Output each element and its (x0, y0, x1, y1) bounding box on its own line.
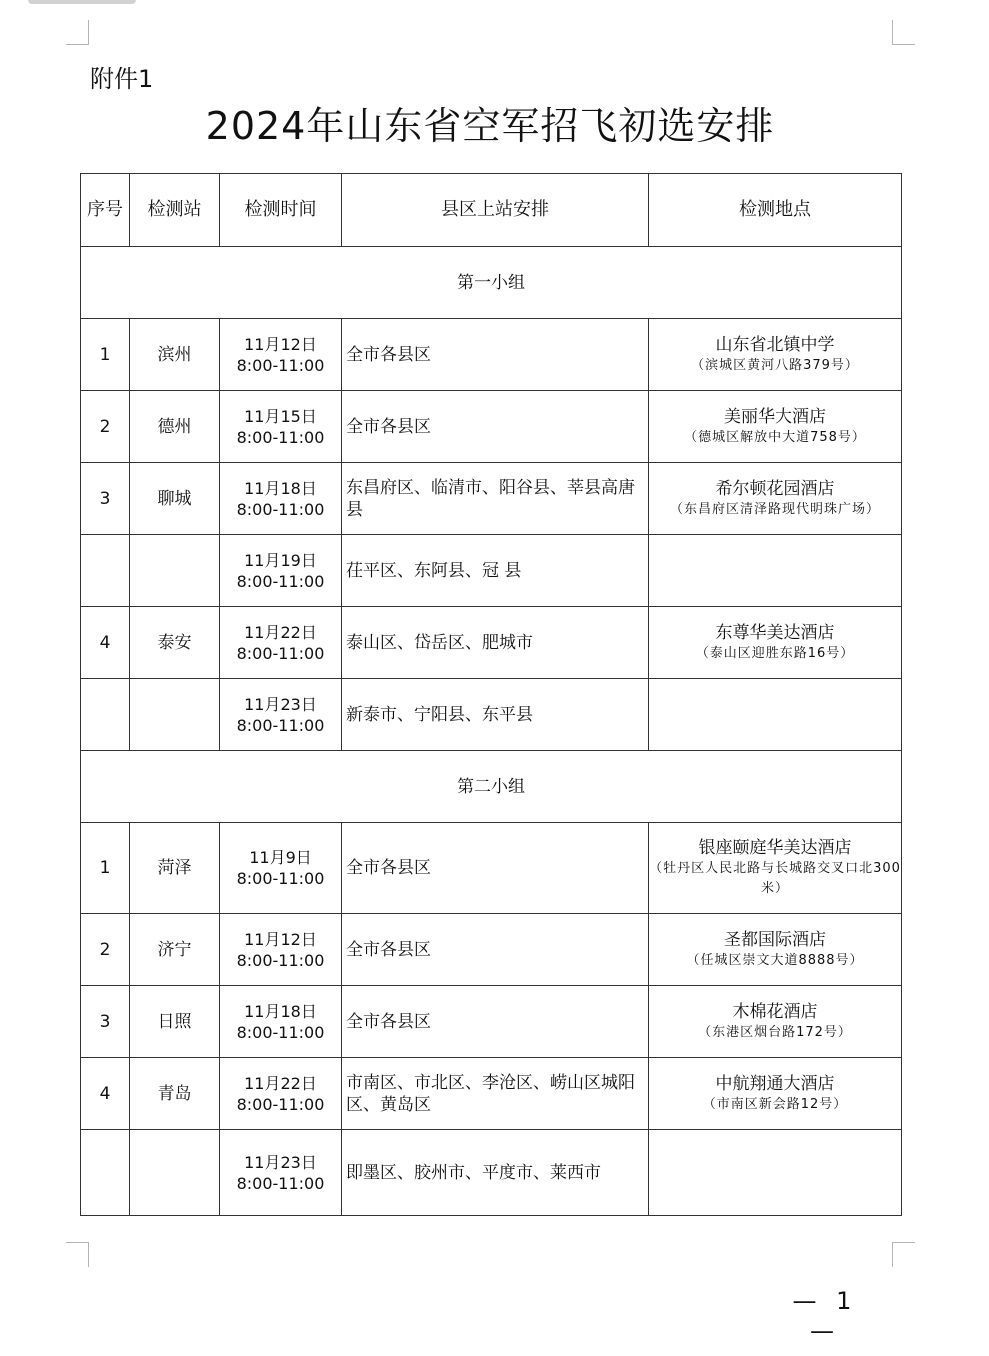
table-row (81, 986, 902, 1058)
exam-hours: 8:00-11:00 (236, 869, 325, 888)
row-number (81, 1130, 130, 1216)
column-header-station: 检测站 (130, 174, 220, 247)
location-cell (649, 391, 902, 463)
county-arrangement: 全市各县区 (342, 914, 649, 986)
location-address: （市南区新会路12号） (702, 1096, 848, 1112)
station-name: 青岛 (130, 1058, 220, 1130)
time-cell (220, 463, 342, 535)
exam-date: 11月23日 (244, 1152, 317, 1172)
table-row (81, 1130, 902, 1216)
time-cell (220, 914, 342, 986)
table-row (81, 823, 902, 914)
county-arrangement: 市南区、市北区、李沧区、崂山区城阳区、黄岛区 (342, 1058, 649, 1130)
exam-date: 11月23日 (244, 694, 317, 714)
county-arrangement: 全市各县区 (342, 823, 649, 914)
location-cell (649, 1058, 902, 1130)
crop-mark-top-right (892, 20, 915, 45)
table-row (81, 679, 902, 751)
group-row (81, 247, 902, 319)
time-cell (220, 986, 342, 1058)
station-name (130, 679, 220, 751)
location-cell (649, 535, 902, 607)
row-number: 3 (81, 986, 130, 1058)
column-header-time: 检测时间 (220, 174, 342, 247)
exam-hours: 8:00-11:00 (236, 355, 325, 375)
location-address: （牡丹区人民北路与长城路交叉口北300米） (649, 861, 901, 896)
location-name: 银座颐庭华美达酒店 (698, 838, 852, 858)
exam-date: 11月9日 (249, 848, 312, 867)
exam-date: 11月18日 (244, 1001, 317, 1021)
location-cell (649, 319, 902, 391)
column-header-location: 检测地点 (649, 174, 902, 247)
location-name: 希尔顿花园酒店 (715, 478, 835, 499)
row-number: 1 (81, 319, 130, 391)
exam-date: 11月12日 (244, 334, 317, 354)
crop-mark-bottom-right (892, 1242, 915, 1267)
county-arrangement: 茌平区、东阿县、冠 县 (342, 535, 649, 607)
row-number: 2 (81, 914, 130, 986)
location-name: 圣都国际酒店 (724, 929, 826, 950)
crop-mark-bottom-left (66, 1242, 89, 1267)
location-cell (649, 986, 902, 1058)
scrollbar-top[interactable] (28, 0, 136, 4)
county-arrangement: 泰山区、岱岳区、肥城市 (342, 607, 649, 679)
exam-hours: 8:00-11:00 (236, 1173, 325, 1193)
station-name (130, 1130, 220, 1216)
row-number (81, 535, 130, 607)
county-arrangement: 东昌府区、临清市、阳谷县、莘县高唐县 (342, 463, 649, 535)
location-cell (649, 607, 902, 679)
group-name: 第一小组 (81, 247, 902, 319)
exam-date: 11月12日 (244, 929, 317, 949)
location-name: 山东省北镇中学 (715, 334, 835, 355)
group-name: 第二小组 (81, 751, 902, 823)
time-cell (220, 1130, 342, 1216)
table-body (81, 247, 902, 1216)
table-row (81, 463, 902, 535)
exam-hours: 8:00-11:00 (236, 1022, 325, 1042)
exam-hours: 8:00-11:00 (236, 499, 325, 519)
exam-hours: 8:00-11:00 (236, 1094, 325, 1114)
location-cell (649, 914, 902, 986)
location-address: （东港区烟台路172号） (698, 1024, 852, 1040)
column-header-no: 序号 (81, 174, 130, 247)
exam-hours: 8:00-11:00 (236, 643, 325, 663)
time-cell (220, 391, 342, 463)
station-name: 滨州 (130, 319, 220, 391)
row-number: 3 (81, 463, 130, 535)
station-name: 泰安 (130, 607, 220, 679)
exam-date: 11月22日 (244, 622, 317, 642)
row-number (81, 679, 130, 751)
exam-hours: 8:00-11:00 (236, 950, 325, 970)
time-cell (220, 535, 342, 607)
table-row (81, 391, 902, 463)
table-row (81, 535, 902, 607)
location-cell (649, 463, 902, 535)
exam-hours: 8:00-11:00 (236, 427, 325, 447)
exam-date: 11月18日 (244, 478, 317, 498)
row-number: 1 (81, 823, 130, 914)
location-address: （东昌府区清泽路现代明珠广场） (669, 501, 880, 517)
location-address: （德城区解放中大道758号） (684, 429, 866, 445)
station-name: 德州 (130, 391, 220, 463)
location-cell (649, 823, 902, 914)
header-row (81, 174, 902, 247)
location-address: （任城区崇文大道8888号） (686, 952, 864, 968)
schedule-table (80, 173, 902, 1216)
station-name: 日照 (130, 986, 220, 1058)
county-arrangement: 新泰市、宁阳县、东平县 (342, 679, 649, 751)
table-row (81, 607, 902, 679)
exam-date: 11月19日 (244, 550, 317, 570)
location-cell (649, 679, 902, 751)
location-name: 东尊华美达酒店 (715, 622, 835, 643)
exam-date: 11月15日 (244, 406, 317, 426)
time-cell (220, 1058, 342, 1130)
county-arrangement: 即墨区、胶州市、平度市、莱西市 (342, 1130, 649, 1216)
time-cell (220, 679, 342, 751)
location-address: （滨城区黄河八路379号） (691, 357, 859, 373)
location-cell (649, 1130, 902, 1216)
location-name: 木棉花酒店 (732, 1001, 818, 1022)
page-number: — 1 — (792, 1287, 858, 1345)
row-number: 2 (81, 391, 130, 463)
station-name: 聊城 (130, 463, 220, 535)
station-name: 济宁 (130, 914, 220, 986)
crop-mark-top-left (66, 20, 89, 45)
station-name: 菏泽 (130, 823, 220, 914)
county-arrangement: 全市各县区 (342, 986, 649, 1058)
location-name: 美丽华大酒店 (724, 406, 826, 427)
time-cell (220, 319, 342, 391)
table-row (81, 319, 902, 391)
page-title: 2024年山东省空军招飞初选安排 (205, 104, 775, 148)
exam-hours: 8:00-11:00 (236, 571, 325, 591)
table-row (81, 1058, 902, 1130)
station-name (130, 535, 220, 607)
county-arrangement: 全市各县区 (342, 319, 649, 391)
table-row (81, 914, 902, 986)
location-name: 中航翔通大酒店 (715, 1073, 835, 1094)
exam-date: 11月22日 (244, 1073, 317, 1093)
exam-hours: 8:00-11:00 (236, 715, 325, 735)
row-number: 4 (81, 1058, 130, 1130)
group-row (81, 751, 902, 823)
location-address: （泰山区迎胜东路16号） (695, 645, 855, 661)
row-number: 4 (81, 607, 130, 679)
time-cell (220, 823, 342, 914)
column-header-areas: 县区上站安排 (342, 174, 649, 247)
attachment-label: 附件1 (90, 65, 154, 93)
county-arrangement: 全市各县区 (342, 391, 649, 463)
time-cell (220, 607, 342, 679)
